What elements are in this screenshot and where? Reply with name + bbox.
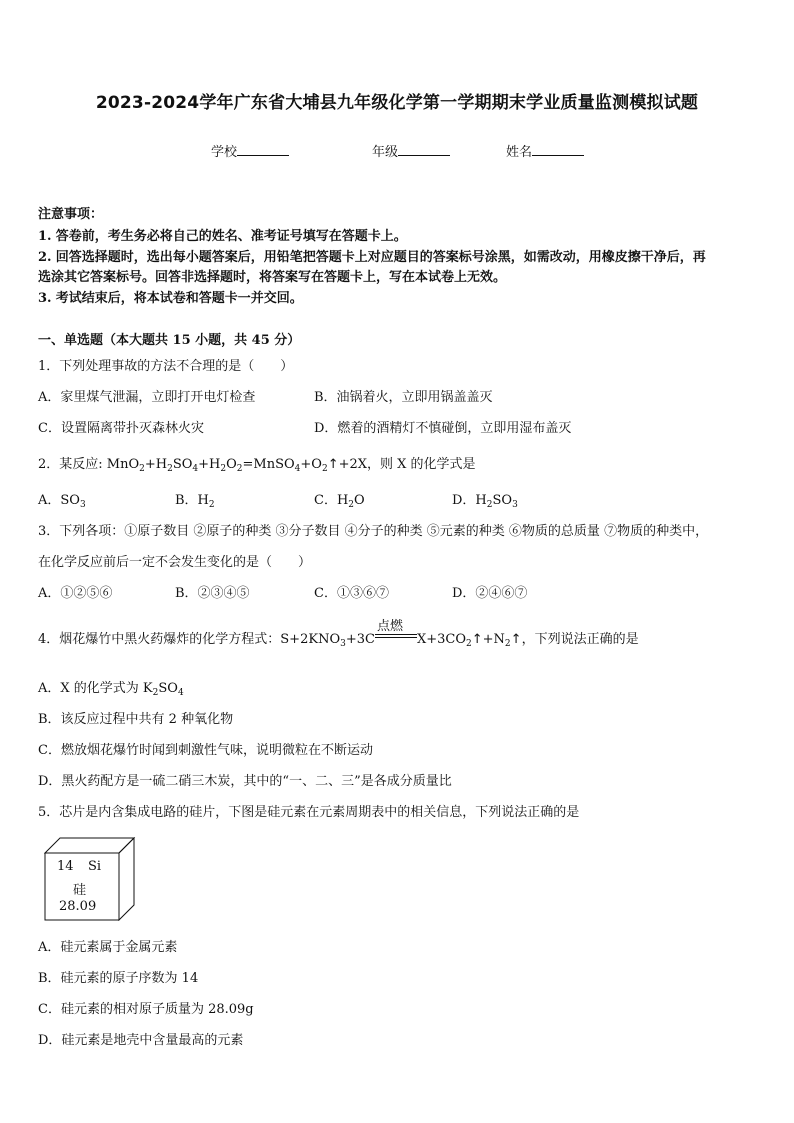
- q2-option-b: B．$H_2$: [175, 493, 215, 510]
- name-label: 姓名: [506, 145, 533, 160]
- element-atomic-number: 14: [57, 859, 74, 874]
- notice-item-3: 3. 考试结束后，将本试卷和答题卡一并交回。: [38, 291, 303, 306]
- q4-option-d: D．黑火药配方是一硫二硝三木炭，其中的“一、二、三”是各成分质量比: [38, 774, 452, 789]
- q4-option-b: B．该反应过程中共有 2 种氧化物: [38, 712, 234, 727]
- q1-stem: 1．下列处理事故的方法不合理的是（ ）: [38, 359, 294, 374]
- notice-item-2: 2. 回答选择题时，选出每小题答案后，用铅笔把答题卡上对应题目的答案标号涂黑，如需改动，用橡皮擦干净后，再: [38, 250, 706, 265]
- q2-option-d: D．$H_2SO_3$: [452, 493, 518, 510]
- q3-option-a: A．①②⑤⑥: [38, 586, 113, 601]
- q3-option-d: D．②④⑥⑦: [452, 586, 528, 601]
- element-atomic-mass: 28.09: [59, 899, 97, 914]
- school-label: 学校: [211, 145, 238, 160]
- q5-option-d: D．硅元素是地壳中含量最高的元素: [38, 1033, 244, 1048]
- school-field: [211, 141, 289, 160]
- q2-option-a: A．$SO_3$: [38, 493, 86, 510]
- name-field: [506, 141, 584, 160]
- q1-option-c: C．设置隔离带扑灭森林火灾: [38, 421, 204, 436]
- q3-option-b: B．②③④⑤: [175, 586, 250, 601]
- grade-blank: [398, 143, 450, 156]
- q5-option-b: B．硅元素的原子序数为 14: [38, 971, 199, 986]
- element-name: 硅: [73, 883, 87, 898]
- grade-field: [372, 141, 450, 160]
- q2-stem: 2．某反应: $MnO_2+H_2SO_4+H_2O_2=MnSO_4+O_2↑+2X$，则 X 的化学式是: [38, 457, 476, 474]
- q4-option-c: C．燃放烟花爆竹时闻到刺激性气味，说明微粒在不断运动: [38, 743, 373, 758]
- q1-option-a: A．家里煤气泄漏，立即打开电灯检查: [38, 390, 256, 405]
- q4-option-a: A．X 的化学式为 $K_2SO_4$: [38, 681, 184, 698]
- notice-item-1: 1. 答卷前，考生务必将自己的姓名、准考证号填写在答题卡上。: [38, 229, 407, 244]
- element-symbol: Si: [88, 859, 102, 874]
- notice-item-2-cont: 选涂其它答案标号。回答非选择题时，将答案写在答题卡上，写在本试卷上无效。: [38, 270, 507, 285]
- q2-equation: $MnO_2+H_2SO_4+H_2O_2=MnSO_4+O_2↑+2X$: [106, 457, 368, 474]
- q4-equation: $S+2KNO_3+3C$ 点燃 $X+3CO_2↑+N_2↑$: [280, 619, 522, 649]
- q5-option-c: C．硅元素的相对原子质量为 28.09g: [38, 1002, 254, 1017]
- q5-option-a: A．硅元素属于金属元素: [38, 940, 178, 955]
- notice-heading: 注意事项：: [38, 207, 104, 222]
- section-heading: 一、单选题（本大题共 15 小题，共 45 分）: [38, 333, 301, 348]
- q1-option-d: D．燃着的酒精灯不慎碰倒，立即用湿布盖灭: [314, 421, 572, 436]
- q3-stem-line1: 3．下列各项：①原子数目 ②原子的种类 ③分子数目 ④分子的种类 ⑤元素的种类 ⑥物质的总质量 ⑦物质的种类中，: [38, 524, 709, 539]
- q5-stem: 5．芯片是内含集成电路的硅片，下图是硅元素在元素周期表中的相关信息，下列说法正确的是: [38, 805, 580, 820]
- exam-title: 2023-2024学年广东省大埔县九年级化学第一学期期末学业质量监测模拟试题: [95, 93, 699, 113]
- school-blank: [237, 143, 289, 156]
- silicon-element-card: [44, 837, 136, 925]
- q4-condition: 点燃: [375, 629, 417, 643]
- q3-option-c: C．①③⑥⑦: [314, 586, 389, 601]
- grade-label: 年级: [372, 145, 399, 160]
- name-blank: [532, 143, 584, 156]
- q2-option-c: C．$H_2O$: [314, 493, 365, 510]
- q1-option-b: B．油锅着火，立即用锅盖盖灭: [314, 390, 493, 405]
- q3-stem-line2: 在化学反应前后一定不会发生变化的是（ ）: [38, 555, 312, 570]
- q4-stem: 4．烟花爆竹中黑火药爆炸的化学方程式：$S+2KNO_3+3C$ 点燃 $X+3CO_2↑+N_2↑$，下列说法正确的是: [38, 619, 639, 649]
